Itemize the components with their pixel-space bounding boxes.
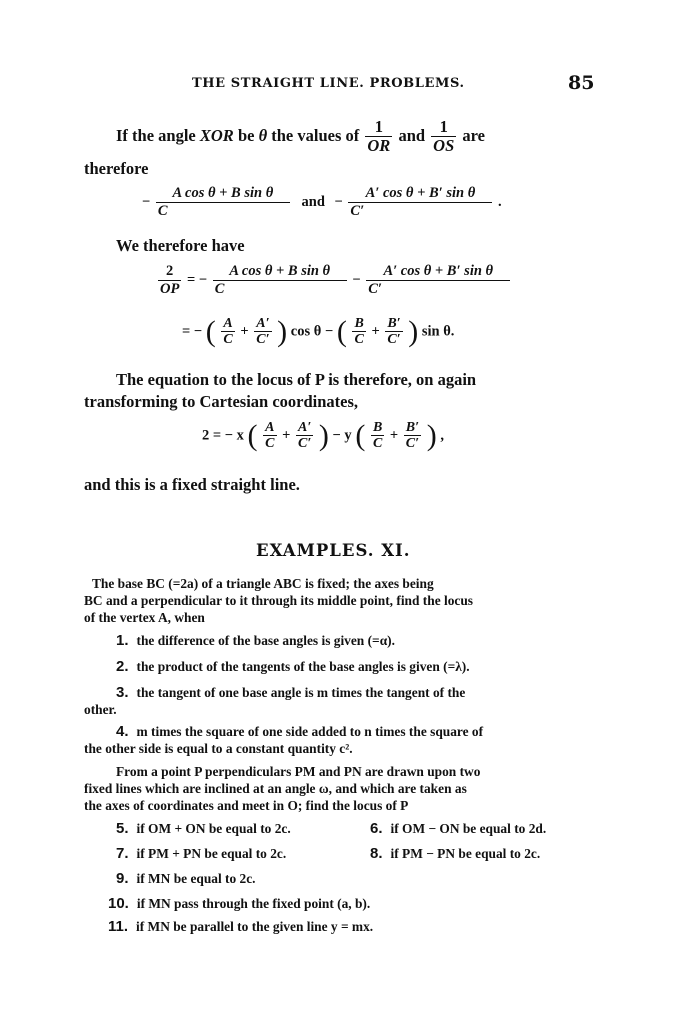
example-text: if OM + ON be equal to 2c. <box>136 821 291 836</box>
example-number: 10. <box>108 895 129 912</box>
equation-3 <box>182 316 454 348</box>
eq4-frac-ap <box>296 420 313 452</box>
eq4-a-num: A <box>265 420 275 435</box>
example-item-5 <box>116 820 291 837</box>
example-item-3-cont: other. <box>84 702 117 717</box>
eq3-frac-b <box>352 316 365 348</box>
eq4-bp-num: B′ <box>405 420 420 435</box>
eq2-minus: − <box>352 272 361 289</box>
eq4-b-den: C <box>372 436 383 452</box>
example-number: 4. <box>116 723 129 740</box>
example-item-4 <box>116 723 483 740</box>
intro-line-1 <box>116 118 485 156</box>
example-item-6 <box>370 820 546 837</box>
eq3-ap-num: A′ <box>256 316 270 331</box>
eq4-close-paren-2: ) <box>426 419 437 453</box>
example-text: the difference of the base angles is given (=α). <box>136 633 395 648</box>
para2-line-3: the axes of coordinates and meet in O; find the locus of P <box>84 798 409 813</box>
we-therefore-have: We therefore have <box>116 236 245 255</box>
example-item-10 <box>108 895 370 912</box>
locus-para-line-2: transforming to Cartesian coordinates, <box>84 392 359 411</box>
eq3-plus-1: + <box>240 323 249 340</box>
eq1-minus-2: − <box>334 194 343 211</box>
eq1-left-fraction <box>156 186 290 220</box>
theta-symbol: θ <box>258 125 268 145</box>
eq1-period: . <box>498 194 502 211</box>
eq3-b-den: C <box>354 332 364 348</box>
eq3-sin-theta: sin θ. <box>421 323 455 340</box>
intro-text-a: If the angle <box>116 125 196 145</box>
eq1-right-num: A′ cos θ + B′ sin θ <box>365 185 476 201</box>
eq4-frac-b <box>371 420 384 452</box>
eq3-cos-theta: cos θ − <box>290 323 334 340</box>
eq1-left-den: C <box>156 202 290 220</box>
eq3-equals-minus: = − <box>182 323 203 340</box>
eq4-ap-num: A′ <box>298 420 312 435</box>
frac1-denominator: OR <box>367 136 391 156</box>
example-item-4-cont: the other side is equal to a constant quantity c². <box>84 741 353 756</box>
equation-4 <box>202 420 444 452</box>
eq1-left-num: A cos θ + B sin θ <box>172 185 274 201</box>
eq1-and: and <box>301 194 325 211</box>
examples-intro-line-3: of the vertex A, when <box>84 610 205 625</box>
example-text: if PM − PN be equal to 2c. <box>390 846 541 861</box>
example-item-1 <box>116 632 395 649</box>
eq2-t1-den: C <box>213 280 347 298</box>
example-text: if MN pass through the fixed point (a, b). <box>136 896 371 911</box>
eq4-open-paren-1: ( <box>247 419 258 453</box>
para2-line-2: fixed lines which are inclined at an angle ω, and which are taken as <box>84 781 467 796</box>
eq3-open-paren-1: ( <box>205 315 216 349</box>
eq4-lhs: 2 = − x <box>202 427 244 444</box>
example-number: 8. <box>370 845 383 862</box>
eq4-minus-y: − y <box>332 427 352 444</box>
example-text: if MN be equal to 2c. <box>136 871 256 886</box>
intro-line-2: therefore <box>84 159 149 178</box>
page-number: 85 <box>568 72 595 94</box>
eq4-close-paren-1: ) <box>318 419 329 453</box>
eq3-frac-bp <box>385 316 402 348</box>
eq3-a-num: A <box>223 316 233 331</box>
equation-1 <box>142 186 502 220</box>
eq2-t1-num: A cos θ + B sin θ <box>229 263 331 279</box>
examples-intro-line-1: The base BC (=2a) of a triangle ABC is fixed; the axes being <box>92 576 434 591</box>
example-number: 11. <box>108 918 129 935</box>
example-number: 2. <box>116 658 129 675</box>
eq4-frac-a <box>263 420 276 452</box>
eq3-close-paren-2: ) <box>408 315 419 349</box>
eq3-a-den: C <box>223 332 233 348</box>
frac2-denominator: OS <box>433 136 455 156</box>
fraction-1-over-os <box>431 118 456 156</box>
eq4-bp-den: C′ <box>405 436 420 452</box>
eq4-b-num: B <box>372 420 383 435</box>
eq3-plus-2: + <box>371 323 380 340</box>
eq2-t2-num: A′ cos θ + B′ sin θ <box>383 263 494 279</box>
eq3-frac-ap <box>254 316 271 348</box>
eq3-b-num: B <box>354 316 364 331</box>
eq2-term-1 <box>213 264 347 298</box>
fraction-1-over-or <box>365 118 392 156</box>
eq4-comma: , <box>440 427 444 444</box>
eq2-term-2 <box>366 264 510 298</box>
eq4-plus-2: + <box>389 427 399 444</box>
eq3-ap-den: C′ <box>256 332 270 348</box>
example-text: the tangent of one base angle is m times the tangent of the <box>136 685 466 700</box>
eq1-right-den: C′ <box>348 202 492 220</box>
intro-are: are <box>462 125 485 145</box>
eq3-open-paren-2: ( <box>336 315 347 349</box>
examples-intro-line-2: BC and a perpendicular to it through its middle point, find the locus <box>84 593 474 608</box>
eq4-a-den: C <box>265 436 275 452</box>
example-text: if MN be parallel to the given line y = mx. <box>136 919 374 934</box>
fixed-line-sentence: and this is a fixed straight line. <box>84 475 300 494</box>
example-text: if OM − ON be equal to 2d. <box>390 821 547 836</box>
example-item-2 <box>116 658 470 675</box>
example-text: m times the square of one side added to n times the square of <box>136 724 484 739</box>
eq2-lhs-num: 2 <box>166 263 174 279</box>
example-number: 3. <box>116 684 129 701</box>
eq3-frac-a <box>221 316 234 348</box>
eq1-right-fraction <box>348 186 492 220</box>
examples-heading: EXAMPLES. XI. <box>256 541 411 560</box>
running-title: THE STRAIGHT LINE. PROBLEMS. <box>192 76 465 91</box>
frac2-numerator: 1 <box>439 117 448 136</box>
example-number: 9. <box>116 870 129 887</box>
example-number: 6. <box>370 820 383 837</box>
eq3-bp-den: C′ <box>387 332 401 348</box>
example-text: if PM + PN be equal to 2c. <box>136 846 287 861</box>
example-item-9 <box>116 870 256 887</box>
eq4-frac-bp <box>404 420 421 452</box>
example-number: 7. <box>116 845 129 862</box>
eq1-minus: − <box>142 194 151 211</box>
angle-xor: XOR <box>199 125 234 145</box>
example-item-11 <box>108 918 373 935</box>
eq2-t2-den: C′ <box>366 280 510 298</box>
para2-line-1: From a point P perpendiculars PM and PN are drawn upon two <box>116 764 481 779</box>
locus-para-line-1: The equation to the locus of P is therefore, on again <box>116 370 477 389</box>
example-text: the product of the tangents of the base angles is given (=λ). <box>136 659 470 674</box>
intro-text-be: be <box>237 125 255 145</box>
eq4-plus-1: + <box>282 427 291 444</box>
eq4-open-paren-2: ( <box>355 419 366 453</box>
eq2-lhs-den: OP <box>160 280 180 297</box>
eq2-equals-minus: = − <box>186 272 208 289</box>
intro-text-values: the values of <box>271 125 360 145</box>
eq3-bp-num: B′ <box>387 316 401 331</box>
frac1-numerator: 1 <box>374 117 383 136</box>
eq2-lhs-fraction <box>158 264 181 298</box>
eq3-close-paren-1: ) <box>277 315 288 349</box>
eq4-ap-den: C′ <box>298 436 312 452</box>
example-item-7 <box>116 845 286 862</box>
example-item-3 <box>116 684 465 701</box>
equation-2 <box>156 264 512 298</box>
example-item-8 <box>370 845 540 862</box>
intro-and: and <box>398 125 426 145</box>
example-number: 1. <box>116 632 129 649</box>
example-number: 5. <box>116 820 129 837</box>
